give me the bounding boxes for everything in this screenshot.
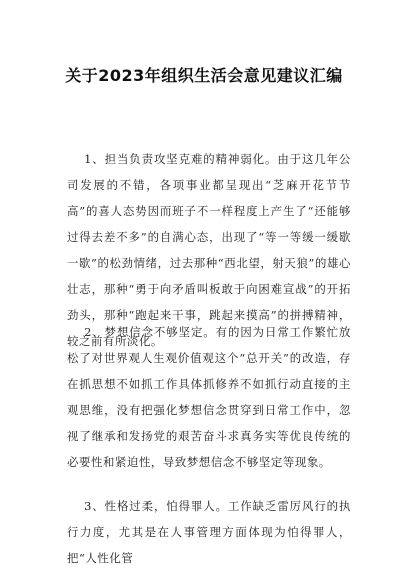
document-title: 关于2023年组织生活会意见建议汇编 <box>65 66 343 85</box>
paragraph-3: 3、性格过柔，怕得罪人。工作缺乏雷厉风行的执行力度，尤其是在人事管理方面体现为怕得罪人，把“人性化管 <box>67 499 351 565</box>
paragraph-1: 1、担当负责攻坚克难的精神弱化。由于这几年公司发展的不错，各项事业都呈现出“芝麻开花节节高”的喜人态势因而班子不一样程度上产生了“还能够过得去差不多”的自满心态，出现了“等一等缓一缓歇一歇”的松劲情绪，过去那种“西北望，射天狼”的雄心壮志，那种“勇于向矛盾叫板敢于向困难宣战”的开拓劲头，那种“跑起来干事，跳起来摸高”的拼搏精神，较之前有所淡化。 <box>67 152 351 348</box>
paragraph-2: 2、梦想信念不够坚定。有的因为日常工作繁忙放松了对世界观人生观价值观这个“总开关”的改造，存在抓思想不如抓工作具体抓修养不如抓行动直接的主观思维，没有把强化梦想信念贯穿到日常工作中，忽视了继承和发扬党的艰苦奋斗求真务实等优良传统的必要性和紧迫性，导致梦想信念不够坚定等现象。 <box>67 325 351 469</box>
